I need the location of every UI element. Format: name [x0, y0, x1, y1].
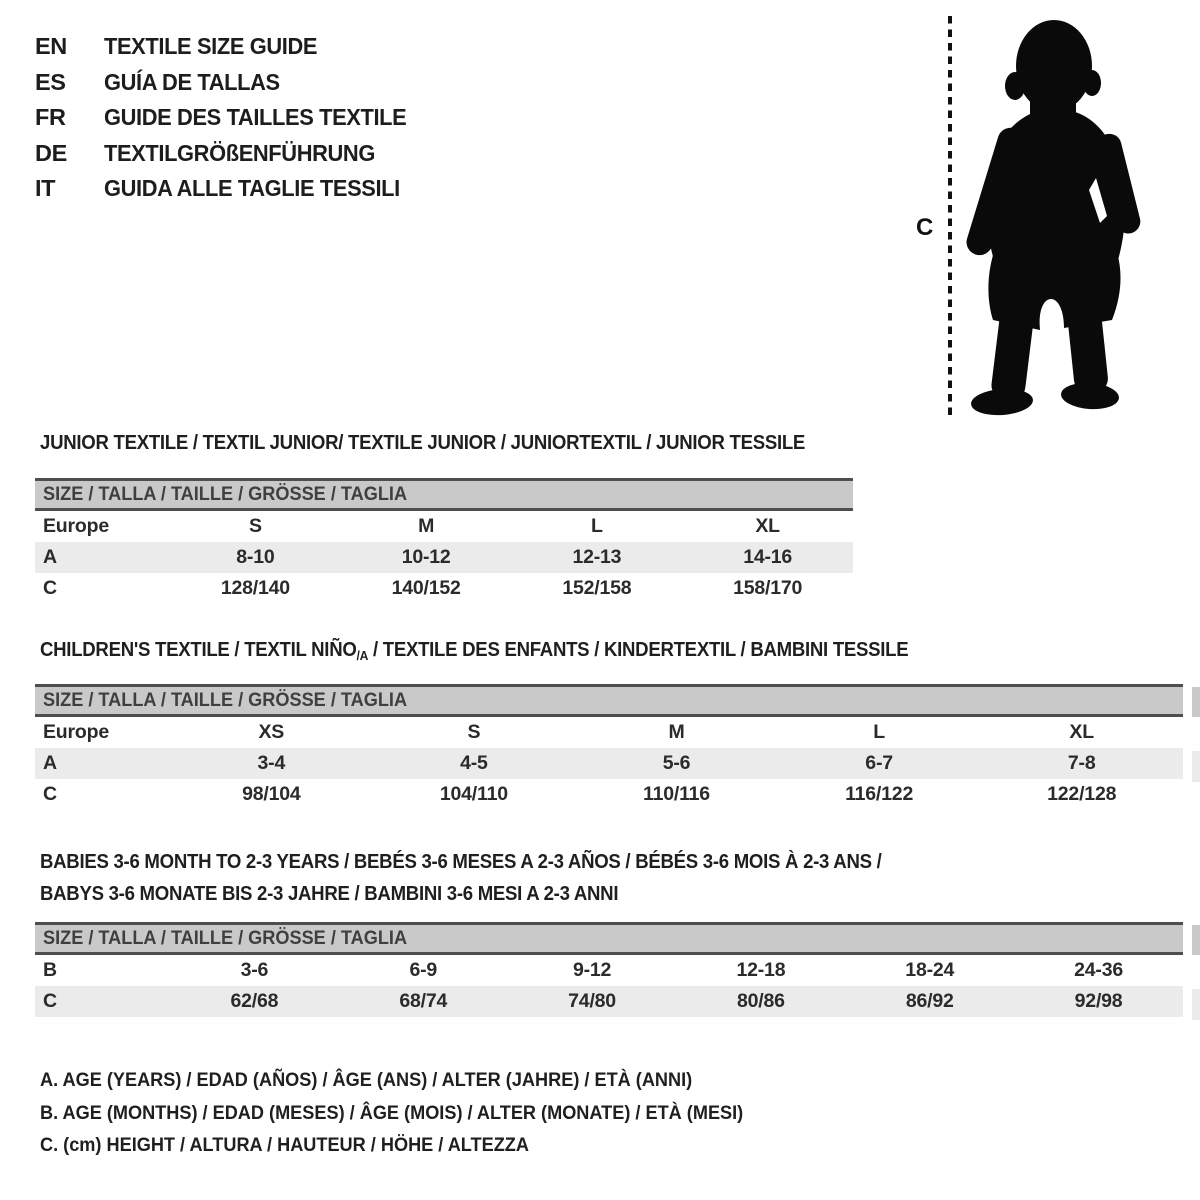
- height-cell: 158/170: [733, 577, 803, 599]
- language-code: EN: [35, 33, 67, 59]
- age-cell: 7-8: [1067, 752, 1096, 774]
- size-cell: S: [467, 721, 481, 743]
- language-code: DE: [35, 139, 67, 166]
- babies-size-table: [35, 922, 1183, 1017]
- size-cell: S: [248, 515, 262, 537]
- junior-section-title: JUNIOR TEXTILE / TEXTIL JUNIOR/ TEXTILE JUNIOR / JUNIORTEXTIL / JUNIOR TESSILE: [40, 432, 806, 454]
- language-row-de: [35, 141, 429, 165]
- height-cell: 128/140: [220, 577, 290, 599]
- table-row-months: [35, 955, 1183, 986]
- guide-title-it: GUIDA ALLE TAGLIE TESSILI: [104, 175, 400, 201]
- size-cell: M: [418, 515, 435, 537]
- months-cell: 12-18: [736, 959, 786, 981]
- age-cell: 5-6: [662, 752, 691, 774]
- table-row-height: [35, 986, 1183, 1017]
- table-row-height: [35, 573, 853, 604]
- months-cell: 18-24: [905, 959, 955, 981]
- language-code: FR: [35, 104, 66, 130]
- size-cell: L: [591, 515, 603, 537]
- size-cell: M: [668, 721, 685, 743]
- babies-size-header: SIZE / TALLA / TAILLE / GRÖSSE / TAGLIA: [35, 925, 1183, 955]
- junior-size-table: [35, 478, 853, 604]
- legend-age-months: B. AGE (MONTHS) / EDAD (MESES) / ÂGE (MOIS) / ALTER (MONATE) / ETÀ (MESI): [40, 1102, 744, 1124]
- legend-age-years: A. AGE (YEARS) / EDAD (AÑOS) / ÂGE (ANS) / ALTER (JAHRE) / ETÀ (ANNI): [40, 1069, 693, 1091]
- months-cell: 24-36: [1074, 959, 1123, 981]
- guide-title-en: TEXTILE SIZE GUIDE: [104, 33, 318, 59]
- row-label: B: [43, 959, 57, 981]
- nino-a-subscript: /A: [356, 648, 369, 663]
- row-label: Europe: [43, 721, 109, 743]
- height-cell: 152/158: [562, 577, 632, 599]
- table-row-europe: [35, 717, 1183, 748]
- age-cell: 12-13: [572, 546, 622, 568]
- height-cell: 92/98: [1074, 990, 1123, 1012]
- language-code: ES: [35, 68, 66, 95]
- language-row-en: [35, 34, 429, 58]
- age-cell: 6-7: [865, 752, 893, 774]
- children-size-table: [35, 684, 1183, 810]
- children-section-title: CHILDREN'S TEXTILE / TEXTIL $NIÑO_{/A}$ / TEXTILE DES ENFANTS / KINDERTEXTIL / BAMBINI TESSILE: [40, 639, 909, 663]
- height-cell: 86/92: [905, 990, 954, 1012]
- table-row-age: [35, 542, 853, 573]
- language-row-fr: [35, 105, 429, 129]
- age-cell: 3-4: [257, 752, 286, 774]
- height-cell: 122/128: [1047, 783, 1117, 805]
- table-right-edge-stub: [1192, 751, 1200, 782]
- toddler-silhouette-icon: [930, 14, 1142, 418]
- size-cell: L: [873, 721, 885, 743]
- size-cell: XS: [258, 721, 285, 743]
- row-label: C: [43, 990, 57, 1012]
- row-label: A: [43, 546, 57, 568]
- language-row-it: [35, 176, 429, 200]
- row-label: Europe: [43, 515, 109, 537]
- row-label: C: [43, 577, 57, 599]
- height-cell: 80/86: [737, 990, 785, 1012]
- table-row-age: [35, 748, 1183, 779]
- language-code: IT: [35, 175, 56, 201]
- height-cell: 68/74: [399, 990, 448, 1012]
- height-cell: 98/104: [242, 783, 301, 805]
- table-right-edge-stub: [1192, 687, 1200, 717]
- size-cell: XL: [755, 515, 780, 537]
- legend-height-cm: C. (cm) HEIGHT / ALTURA / HAUTEUR / HÖHE / ALTEZZA: [40, 1134, 529, 1156]
- height-cell: 62/68: [230, 990, 279, 1012]
- table-row-height: [35, 779, 1183, 810]
- guide-title-es: GUÍA DE TALLAS: [104, 68, 280, 95]
- babies-section-title-line1: BABIES 3-6 MONTH TO 2-3 YEARS / BEBÉS 3-6 MESES A 2-3 AÑOS / BÉBÉS 3-6 MOIS À 2-3 ANS /: [40, 851, 882, 873]
- children-size-header: SIZE / TALLA / TAILLE / GRÖSSE / TAGLIA: [35, 687, 1183, 717]
- height-cell: 74/80: [568, 990, 616, 1012]
- months-cell: 6-9: [409, 959, 438, 981]
- language-row-es: [35, 70, 429, 94]
- height-cell: 104/110: [439, 783, 508, 805]
- toddler-silhouette: [963, 20, 1142, 417]
- months-cell: 3-6: [240, 959, 269, 981]
- junior-size-header: SIZE / TALLA / TAILLE / GRÖSSE / TAGLIA: [35, 481, 853, 511]
- table-right-edge-stub: [1192, 989, 1200, 1020]
- guide-title-fr: GUIDE DES TAILLES TEXTILE: [104, 104, 407, 130]
- age-cell: 8-10: [236, 546, 275, 568]
- height-cell: 110/116: [643, 783, 710, 805]
- language-title-list: [35, 34, 429, 200]
- age-cell: 14-16: [743, 546, 793, 568]
- table-right-edge-stub: [1192, 925, 1200, 955]
- guide-title-de: TEXTILGRÖßENFÜHRUNG: [104, 139, 375, 166]
- age-cell: 10-12: [401, 546, 451, 568]
- size-cell: XL: [1069, 721, 1094, 743]
- table-row-europe: [35, 511, 853, 542]
- height-measure-label: C: [916, 214, 934, 241]
- height-cell: 116/122: [845, 783, 914, 805]
- height-cell: 140/152: [391, 577, 461, 599]
- row-label: A: [43, 752, 57, 774]
- age-cell: 4-5: [460, 752, 488, 774]
- babies-section-title-line2: BABYS 3-6 MONATE BIS 2-3 JAHRE / BAMBINI 3-6 MESI A 2-3 ANNI: [40, 883, 619, 905]
- months-cell: 9-12: [572, 959, 612, 981]
- row-label: C: [43, 783, 57, 805]
